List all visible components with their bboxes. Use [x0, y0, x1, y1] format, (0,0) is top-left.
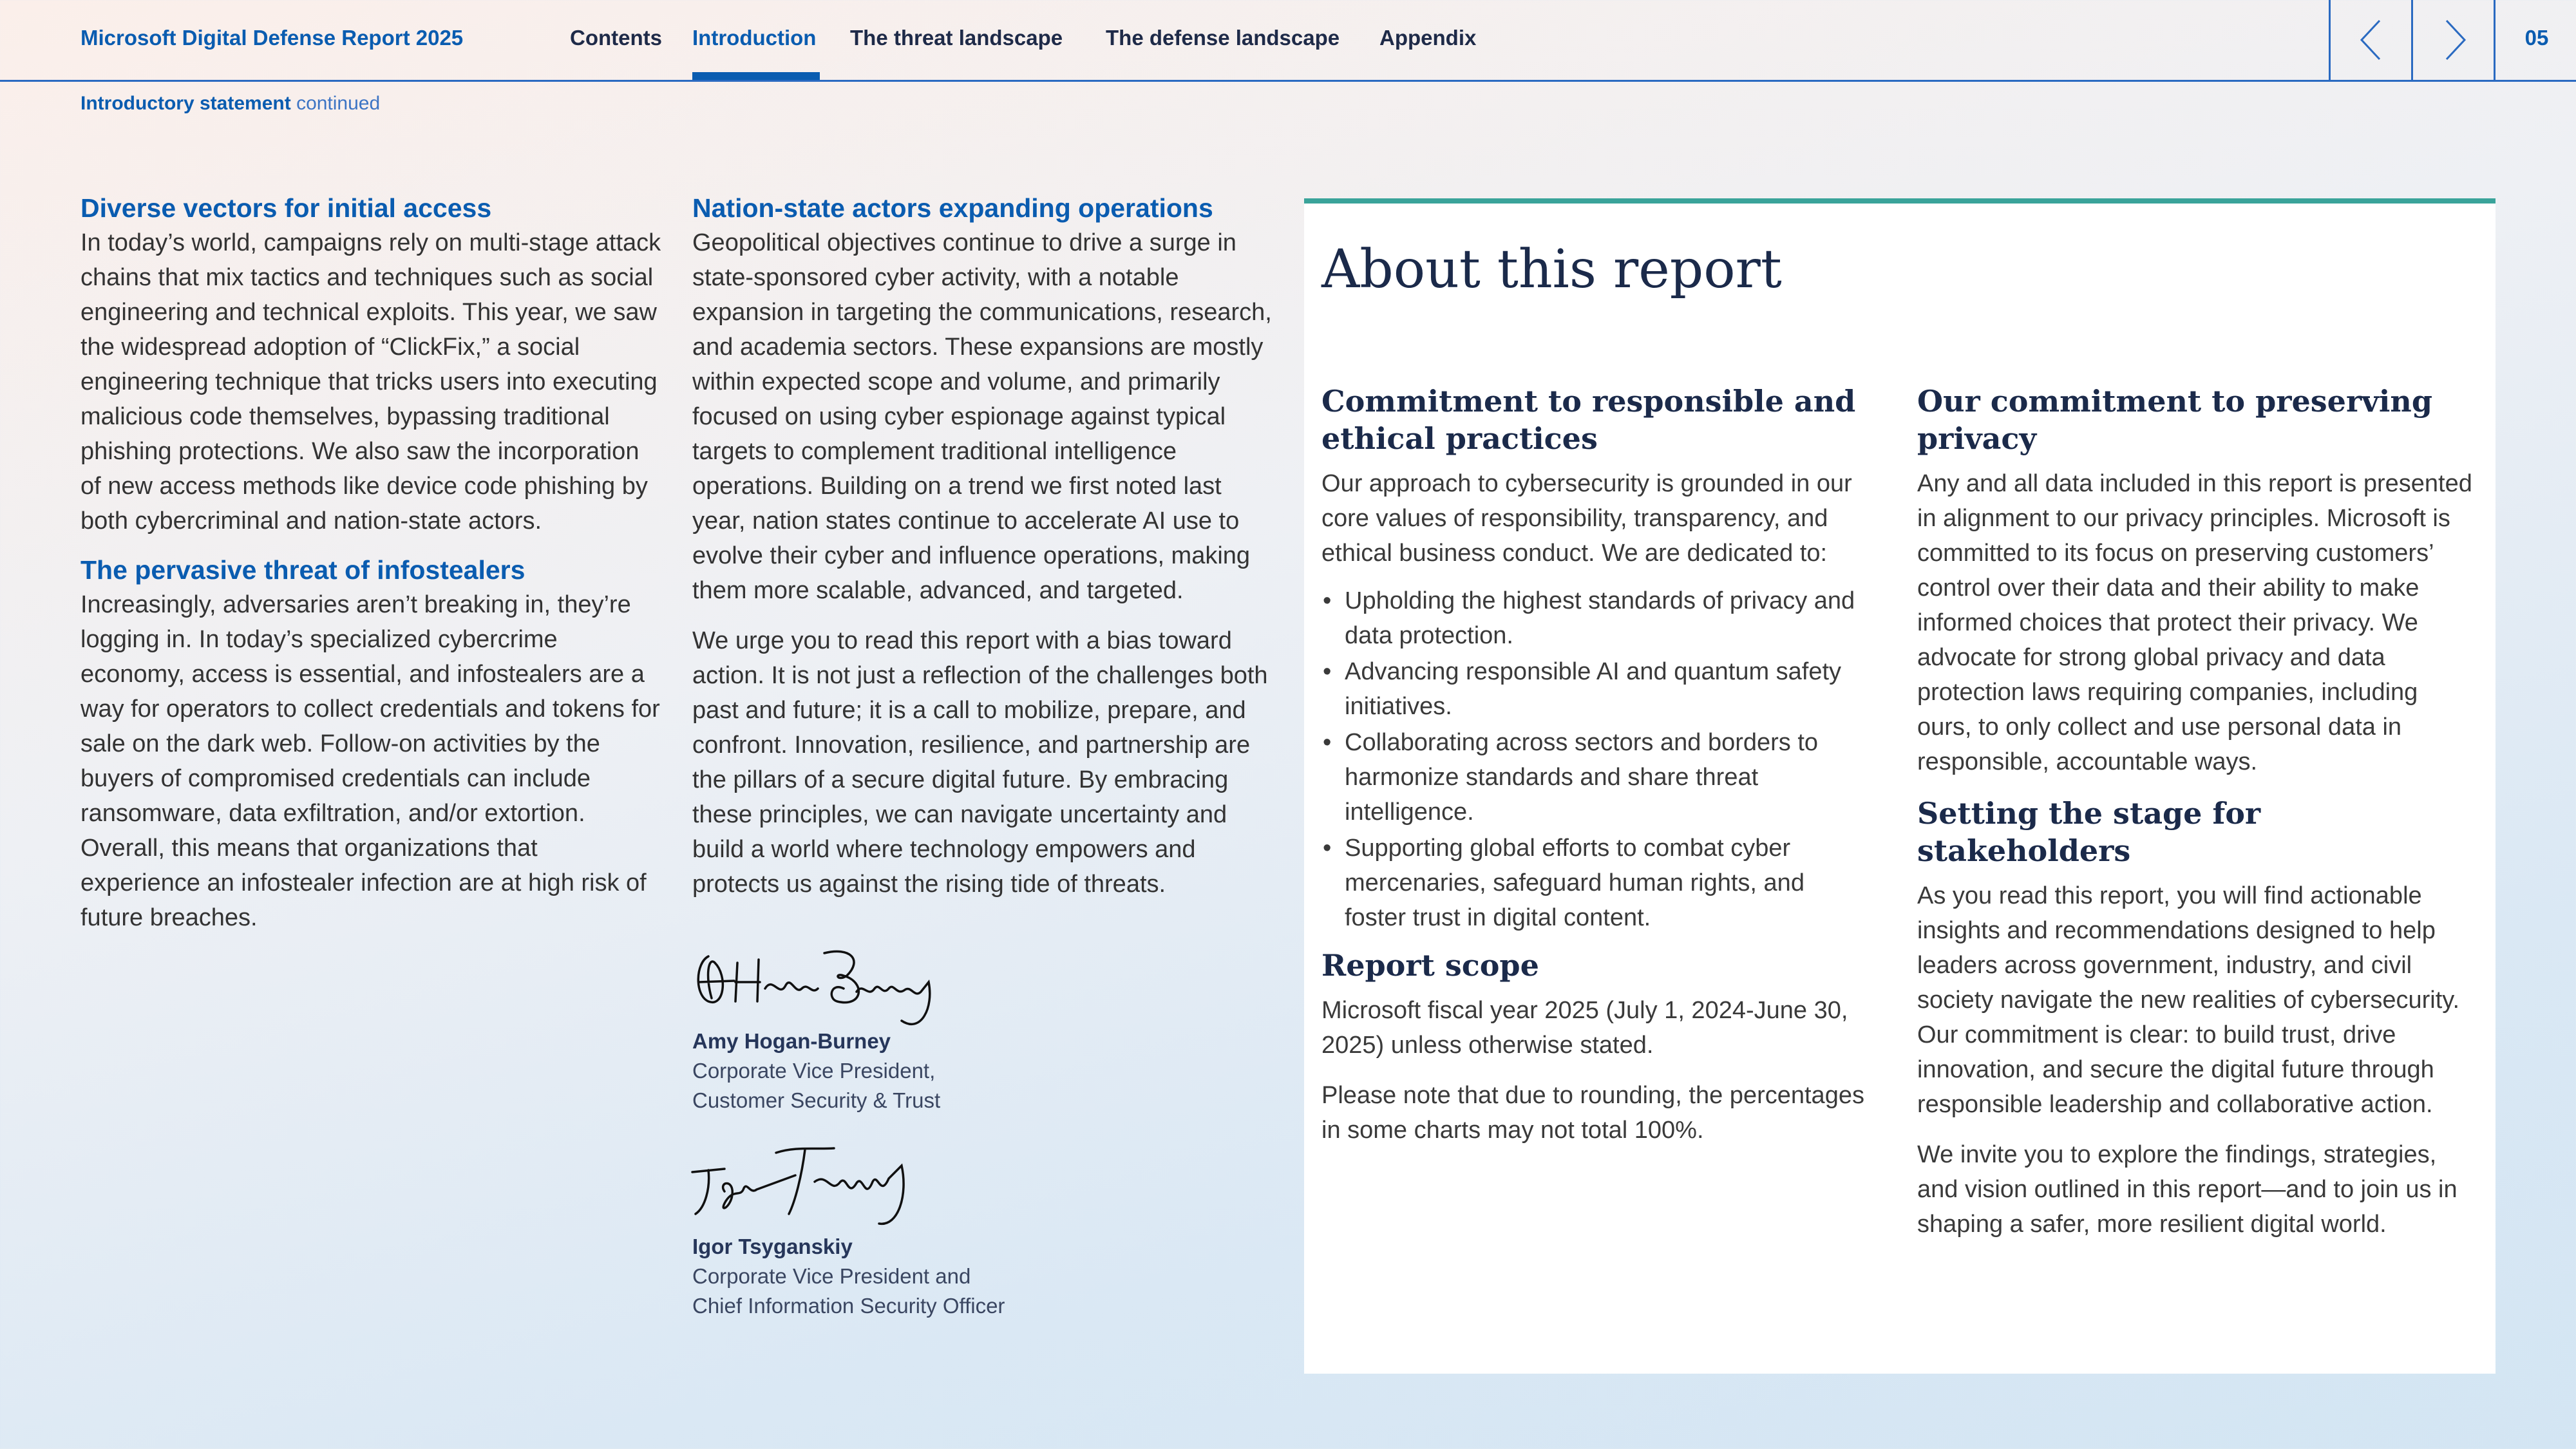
chevron-right-icon: [2435, 18, 2474, 62]
paragraph-commitment-intro: Our approach to cybersecurity is grounded in our core values of responsibility, transparency, and ethical business conduct. We are dedicated to:: [1321, 470, 1852, 567]
heading-nation-state: Nation-state actors expanding operations: [692, 193, 1213, 223]
nav-contents[interactable]: Contents: [570, 26, 662, 50]
heading-initial-access: Diverse vectors for initial access: [80, 193, 492, 223]
heading-report-scope: Report scope: [1321, 948, 1539, 983]
signatory-role-line-1: Corporate Vice President and: [692, 1264, 971, 1288]
page-number: 05: [2524, 26, 2549, 50]
commitment-list: [1321, 583, 1872, 935]
nav-threat-landscape[interactable]: The threat landscape: [850, 26, 1063, 50]
signature-amy-hogan-burney: [689, 937, 947, 1034]
report-title[interactable]: Microsoft Digital Defense Report 2025: [80, 26, 464, 50]
paragraph-nation-state: Geopolitical objectives continue to drive a surge in state-sponsored cyber activity, with a notable expansion in targeting the communications, research, and academia sectors. These expansions are mostly within expected scope and volume, and primarily focused on using cyber espionage against typical targets to complement traditional intelligence operations. Building on a trend we first noted last year, nation states continue to accelerate AI use to evolve their cyber and influence operations, making them more scalable, advanced, and targeted.: [692, 229, 1272, 604]
section-name: Introductory statement: [80, 93, 291, 114]
heading-infostealers: The pervasive threat of infostealers: [80, 555, 526, 585]
chevron-left-icon: [2353, 18, 2391, 62]
section-continued: continued: [296, 93, 381, 114]
signatory-role: [692, 1262, 1005, 1321]
list-item: • Collaborating across sectors and borders to harmonize standards and share threat intelligence.: [1321, 725, 1872, 829]
heading-commitment: Commitment to responsible and ethical practices: [1321, 384, 1856, 456]
signatory-role-line-2: Chief Information Security Officer: [692, 1294, 1005, 1318]
list-item: • Supporting global efforts to combat cyber mercenaries, safeguard human rights, and foster trust in digital content.: [1321, 831, 1872, 935]
about-report-title: About this report: [1321, 239, 1782, 300]
top-navigation-bar: [0, 0, 2576, 82]
heading-privacy: Our commitment to preserving privacy: [1917, 384, 2432, 456]
signature-igor-tsyganskiy: [686, 1143, 931, 1233]
section-subheader: [80, 93, 380, 115]
about-right-column: [1917, 383, 2477, 1257]
signatory-name: Igor Tsyganskiy: [692, 1235, 853, 1258]
nav-introduction[interactable]: Introduction: [692, 26, 817, 50]
paragraph-scope: Microsoft fiscal year 2025 (July 1, 2024-June 30, 2025) unless otherwise stated.: [1321, 997, 1848, 1059]
paragraph-infostealers: Increasingly, adversaries aren’t breaking in, they’re logging in. In today’s specialized cybercrime economy, access is essential, and infostealers are a way for operators to collect credentials and tokens for sale on the dark web. Follow-on activities by the buyers of compromised credentials can include ransomware, data exfiltration, and/or extortion. Overall, this means that organizations that experience an infostealer infection are at high risk of future breaches.: [80, 591, 660, 931]
paragraph-rounding-note: Please note that due to rounding, the percentages in some charts may not total 100%.: [1321, 1082, 1864, 1144]
about-left-column: [1321, 383, 1872, 1163]
signatory-role: [692, 1056, 940, 1115]
signatory-role-line-1: Corporate Vice President,: [692, 1059, 936, 1083]
column-two: [692, 191, 1275, 902]
heading-stakeholders: Setting the stage for stakeholders: [1917, 796, 2261, 868]
paragraph-call-to-action: We urge you to read this report with a bias toward action. It is not just a reflection of the challenges both past and future; it is a call to mobilize, prepare, and confront. Innovation, resilience, and partnership are the pillars of a secure digital future. By embracing these principles, we can navigate uncertainty and build a world where technology empowers and protects us against the rising tide of threats.: [692, 627, 1268, 898]
list-item: • Upholding the highest standards of privacy and data protection.: [1321, 583, 1872, 653]
about-report-panel: [1304, 198, 2496, 1374]
previous-page-button[interactable]: [2329, 0, 2413, 80]
column-one: [80, 191, 663, 935]
next-page-button[interactable]: [2411, 0, 2496, 80]
paragraph-initial-access: In today’s world, campaigns rely on multi-stage attack chains that mix tactics and techniques such as social engineering and technical exploits. This year, we saw the widespread adoption of “ClickFix,” a social engineering technique that tricks users into executing malicious code themselves, bypassing traditional phishing protections. We also saw the incorporation of new access methods like device code phishing by both cybercriminal and nation-state actors.: [80, 229, 661, 535]
active-nav-indicator: [692, 72, 820, 80]
paragraph-invitation: We invite you to explore the findings, strategies, and vision outlined in this report—and to join us in shaping a safer, more resilient digital world.: [1917, 1141, 2458, 1238]
signatory-role-line-2: Customer Security & Trust: [692, 1088, 941, 1112]
list-item: • Advancing responsible AI and quantum safety initiatives.: [1321, 654, 1872, 724]
paragraph-stakeholders: As you read this report, you will find actionable insights and recommendations designed to help leaders across government, industry, and civil society navigate the new realities of cybersecurity. Our commitment is clear: to build trust, drive innovation, and secure the digital future through responsible leadership and collaborative action.: [1917, 882, 2460, 1118]
nav-appendix[interactable]: Appendix: [1379, 26, 1477, 50]
nav-defense-landscape[interactable]: The defense landscape: [1106, 26, 1340, 50]
paragraph-privacy: Any and all data included in this report is presented in alignment to our privacy principles. Microsoft is committed to its focus on preserving customers’ control over their data and their ability to make informed choices that protect their privacy. We advocate for strong global privacy and data protection laws requiring companies, including ours, to only collect and use personal data in responsible, accountable ways.: [1917, 470, 2472, 775]
signatory-name: Amy Hogan-Burney: [692, 1029, 891, 1053]
page-number-box: [2494, 0, 2576, 80]
